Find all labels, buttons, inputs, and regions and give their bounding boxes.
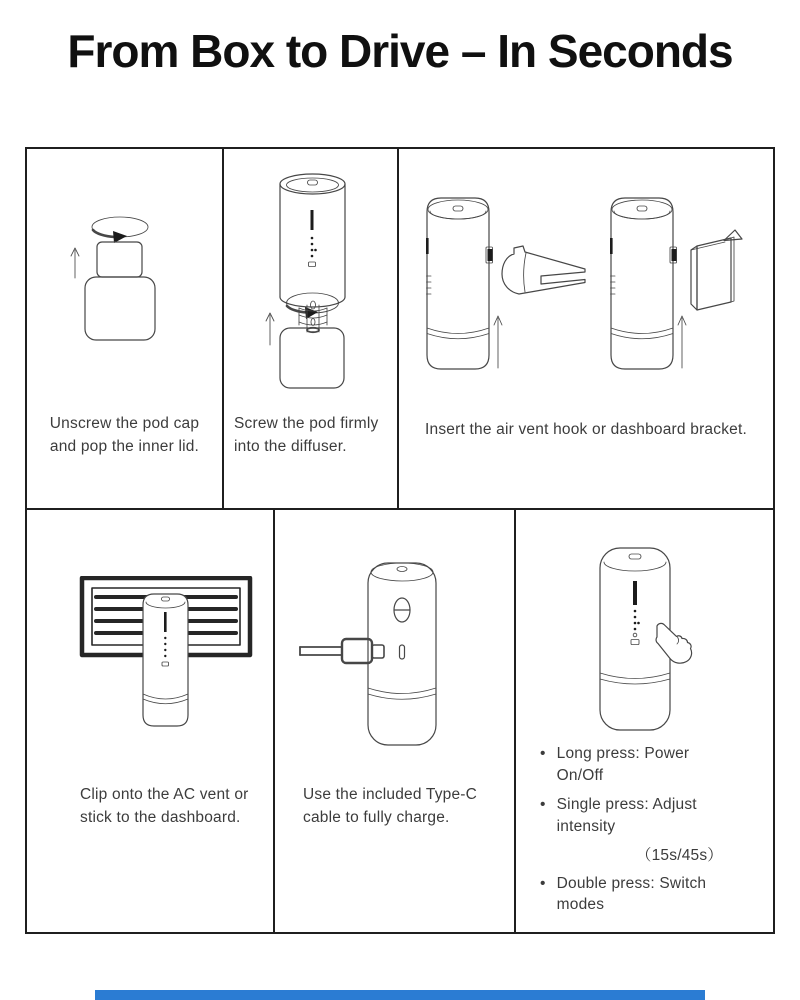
dashboard-bracket	[691, 230, 742, 310]
caption-line: Clip onto the AC vent or	[80, 786, 249, 803]
air-vent-hook	[502, 246, 585, 294]
step-4-panel	[27, 510, 275, 932]
list-item	[540, 743, 723, 786]
vent-hook-bracket-illustration	[421, 192, 751, 397]
bullet-dot: •	[540, 874, 546, 892]
step-1-caption	[50, 413, 199, 459]
bullet-dot: •	[540, 796, 546, 814]
caption-line: Insert the air vent hook or dashboard bracket.	[425, 421, 747, 438]
type-c-charging-illustration	[280, 555, 510, 750]
diffuser-side	[368, 563, 436, 745]
controls-bullet-list	[516, 741, 773, 924]
up-arrow-icon	[71, 248, 79, 278]
step-3-caption	[425, 419, 747, 442]
step-5-panel	[275, 510, 516, 932]
list-item	[540, 794, 723, 837]
step-3-panel	[399, 149, 773, 508]
step-2-caption	[234, 413, 378, 459]
page-title: From Box to Drive – In Seconds	[67, 25, 733, 77]
step-6-panel	[516, 510, 773, 932]
caption-line: and pop the inner lid.	[49, 437, 200, 455]
usb-c-cable	[300, 639, 384, 663]
steps-grid	[25, 147, 775, 934]
diffuser-left	[426, 198, 493, 369]
pod-cap-shape	[97, 242, 142, 277]
button-controls-illustration	[545, 546, 745, 741]
diffuser-right	[610, 198, 677, 369]
step-4-caption	[80, 784, 249, 830]
step-2-panel	[224, 149, 399, 508]
caption-line: into the diffuser.	[234, 437, 347, 455]
bullet-continuation: （15s/45s）	[635, 846, 723, 864]
pointing-hand-icon	[656, 623, 692, 663]
bullet-dot: •	[540, 745, 546, 762]
bullet-text: Double press: Switch modes	[556, 874, 707, 914]
step-5-caption	[303, 784, 477, 830]
caption-line: Use the included Type-C	[303, 786, 478, 803]
footer-accent-bar	[95, 990, 705, 1000]
up-arrow-icon	[678, 316, 686, 368]
up-arrow-icon	[494, 316, 502, 368]
bullet-text: Long press: Power On/Off	[556, 745, 690, 784]
caption-line: cable to fully charge.	[303, 808, 450, 826]
diffuser-body	[280, 174, 345, 307]
list-item	[540, 873, 723, 916]
pod-cap-unscrew-illustration	[65, 210, 185, 360]
caption-line: stick to the dashboard.	[80, 808, 241, 826]
pod-body-shape	[85, 277, 155, 340]
ac-vent-clip-illustration	[70, 576, 270, 741]
rotate-arrow-icon	[92, 217, 148, 243]
caption-line: Screw the pod firmly	[234, 415, 379, 432]
steps-row-bottom	[25, 510, 775, 934]
usb-c-port	[399, 645, 404, 659]
up-arrow-icon	[266, 313, 274, 345]
diffuser-on-vent	[143, 594, 188, 726]
screw-pod-illustration	[263, 172, 373, 392]
step-1-panel	[27, 149, 224, 508]
rotate-arrow-icon	[286, 293, 338, 319]
steps-row-top	[25, 147, 775, 510]
pod-body	[280, 305, 344, 388]
bullet-text: Single press: Adjust intensity	[556, 796, 697, 836]
caption-line: Unscrew the pod cap	[49, 415, 200, 432]
